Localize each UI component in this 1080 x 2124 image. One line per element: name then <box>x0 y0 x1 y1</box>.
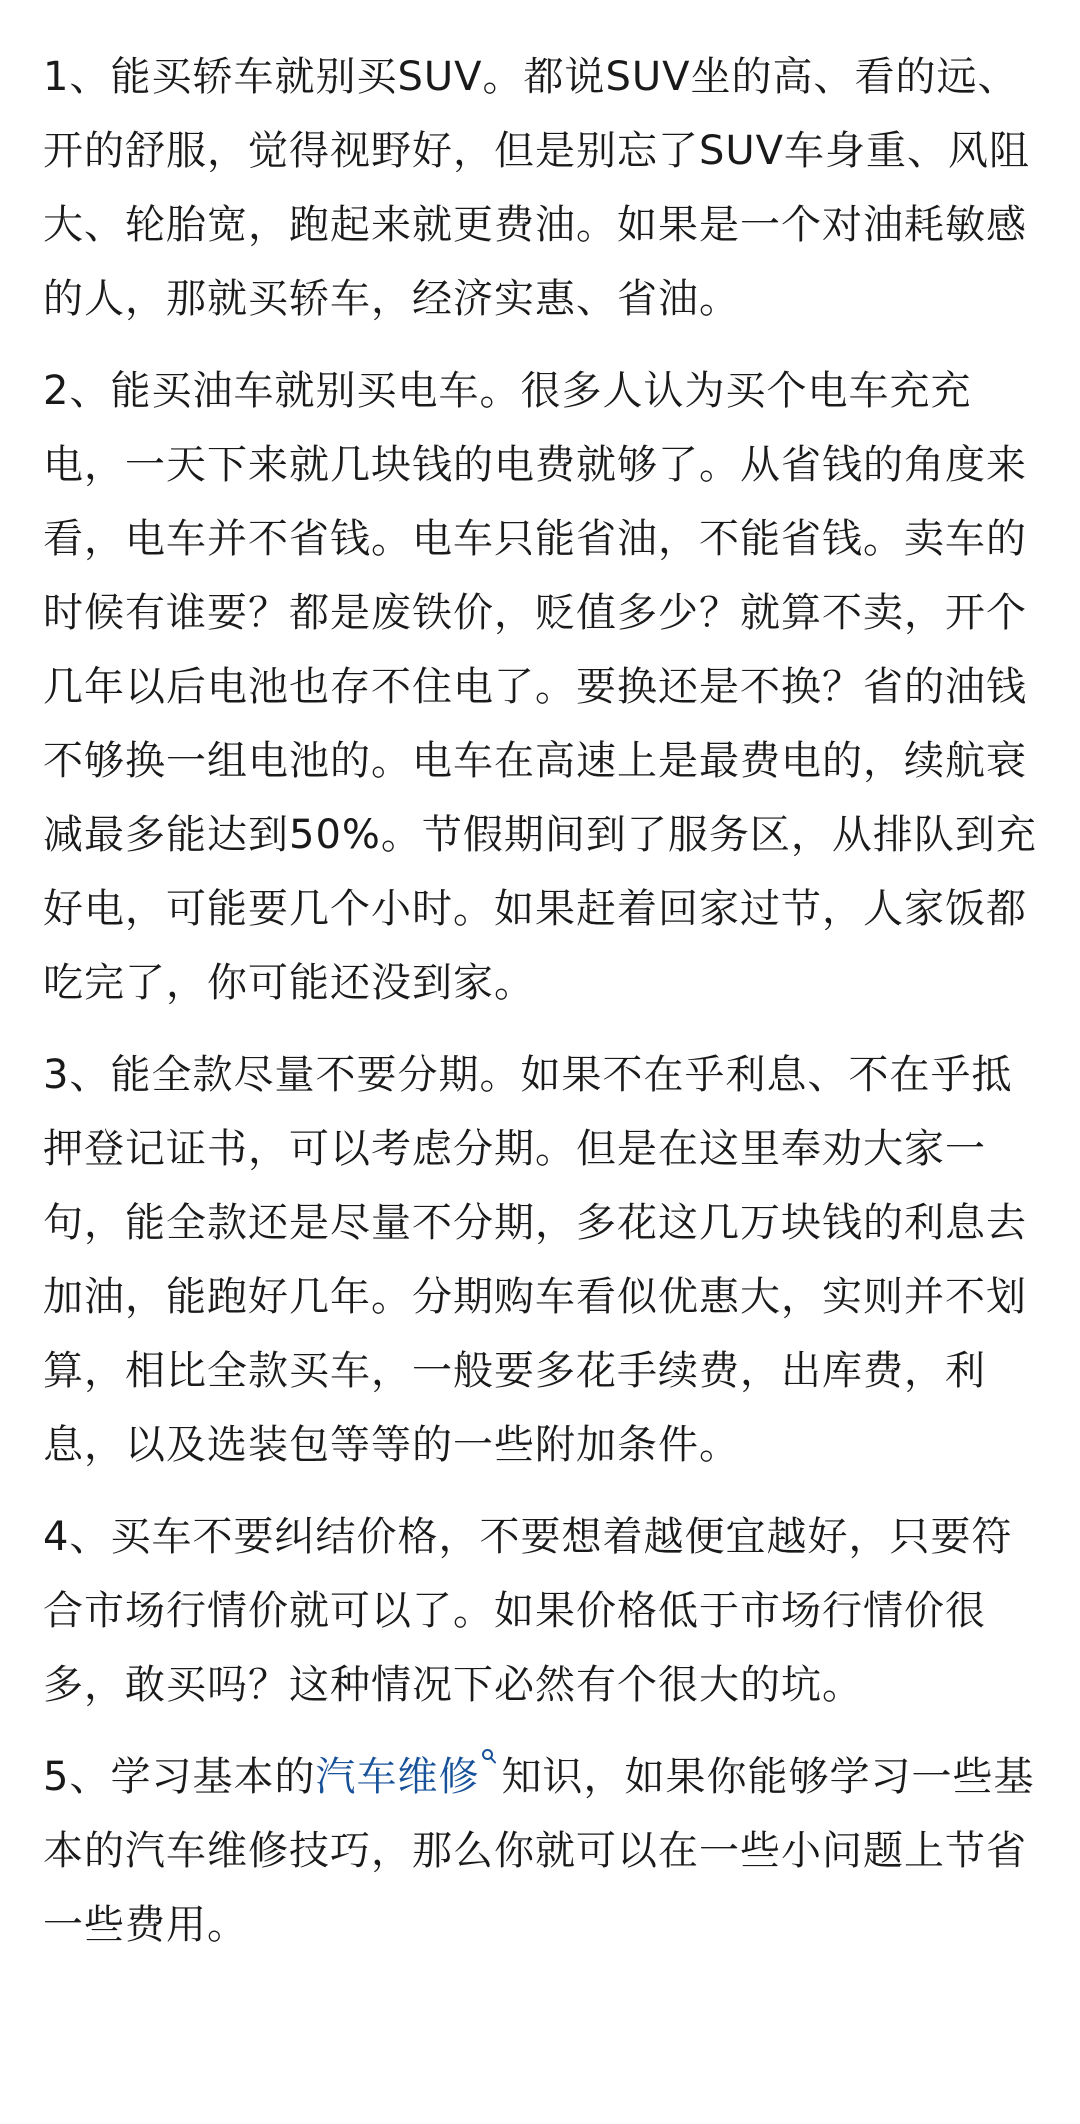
article-body <box>43 40 1043 1980</box>
search-icon[interactable] <box>481 1748 497 1770</box>
paragraph-1: 1、能买轿车就别买SUV。都说SUV坐的高、看的远、开的舒服，觉得视野好，但是别忘了SUV车身重、风阻大、轮胎宽，跑起来就更费油。如果是一个对油耗敏感的人，那就买轿车，经济实惠、省油。 <box>43 54 1031 322</box>
paragraph-5-before: 5、学习基本的 <box>43 1754 316 1800</box>
paragraph-4: 4、买车不要纠结价格，不要想着越便宜越好，只要符合市场行情价就可以了。如果价格低于市场行情价很多，敢买吗？这种情况下必然有个很大的坑。 <box>43 1514 1013 1708</box>
paragraph-3: 3、能全款尽量不要分期。如果不在乎利息、不在乎抵押登记证书，可以考虑分期。但是在这里奉劝大家一句，能全款还是尽量不分期，多花这几万块钱的利息去加油，能跑好几年。分期购车看似优惠大，实则并不划算，相比全款买车，一般要多花手续费，出库费，利息，以及选装包等等的一些附加条件。 <box>43 1052 1027 1468</box>
paragraph-2: 2、能买油车就别买电车。很多人认为买个电车充充电，一天下来就几块钱的电费就够了。从省钱的角度来看，电车并不省钱。电车只能省油，不能省钱。卖车的时候有谁要？都是废铁价，贬值多少？就算不卖，开个几年以后电池也存不住电了。要换还是不换？省的油钱不够换一组电池的。电车在高速上是最费电的，续航衰减最多能达到50%。节假期间到了服务区，从排队到充好电，可能要几个小时。如果赶着回家过节，人家饭都吃完了，你可能还没到家。 <box>43 368 1037 1006</box>
paragraph-5-after: 知识，如果你能够学习一些基本的汽车维修技巧，那么你就可以在一些小问题上节省一些费用。 <box>43 1754 1035 1948</box>
car-repair-link[interactable]: 汽车维修 <box>315 1754 480 1800</box>
paragraph-5 <box>43 1740 1043 1962</box>
